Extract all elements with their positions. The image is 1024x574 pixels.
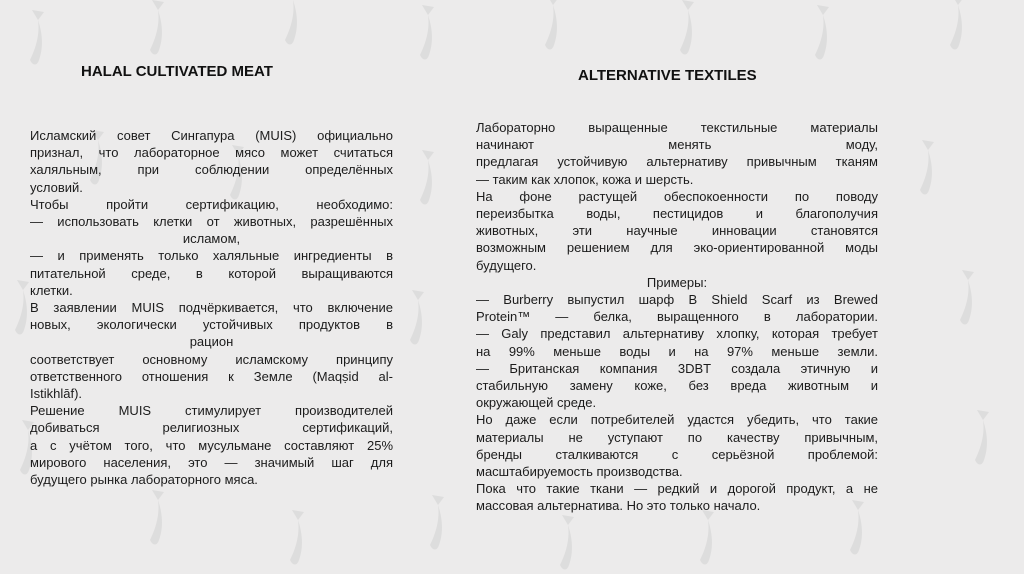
text-line: предлагая устойчивую альтернативу привычным тканям	[476, 154, 878, 170]
text-line: — Британская компания 3DBT создала этичную и	[476, 360, 878, 376]
text-line: материалы не уступают по качеству привычным,	[476, 429, 878, 445]
column-halal-cultivated-meat	[30, 127, 393, 488]
text-line: — использовать клетки от животных, разрешённых	[30, 214, 393, 230]
text-line: На фоне растущей обеспокоенности по поводу	[476, 188, 878, 204]
text-line: Но даже если потребителей удастся убедить, что такие	[476, 412, 878, 428]
text-line: массовая альтернатива. Но это только начало.	[476, 498, 761, 514]
text-line: — Burberry выпустил шарф B Shield Scarf из Brewed	[476, 292, 878, 308]
text-line: — Galy представил альтернативу хлопку, которая требует	[476, 326, 878, 342]
text-line: стабильную замену коже, без вреда животным и	[476, 378, 878, 394]
text-line: В заявлении MUIS подчёркивается, что включение	[30, 300, 393, 316]
text-line: Чтобы пройти сертификацию, необходимо:	[30, 196, 393, 212]
text-line: питательной среде, в которой выращиваются	[30, 265, 393, 281]
text-line: условий.	[30, 179, 83, 195]
text-line: клетки.	[30, 282, 73, 298]
text-line: переизбытка воды, пестицидов и благополучия	[476, 206, 878, 222]
text-line: новых, экологически устойчивых продуктов в	[30, 317, 393, 333]
text-line: признал, что лабораторное мясо может считаться	[30, 145, 393, 161]
text-line: а с учётом того, что мусульмане составляют 25%	[30, 437, 393, 453]
text-line: Пока что такие ткани — редкий и дорогой продукт, а не	[476, 481, 878, 497]
text-line: окружающей среде.	[476, 395, 597, 411]
text-line: мирового населения, это — значимый шаг для	[30, 454, 393, 470]
text-line: Исламский совет Сингапура (MUIS) официально	[30, 128, 393, 143]
text-line: халяльным, при соблюдении определённых	[30, 162, 393, 178]
text-line: возможным решением для эко-ориентированной моды	[476, 240, 878, 256]
text-line: соответствует основному исламскому принципу	[30, 351, 393, 367]
text-line: исламом,	[182, 231, 241, 247]
text-line: добиваться религиозных сертификаций,	[30, 420, 393, 436]
text-line: Istikhlāf).	[30, 386, 83, 402]
text-line: бренды сталкиваются с серьёзной проблемой:	[476, 446, 878, 462]
text-line: будущего рынка лабораторного мяса.	[30, 472, 258, 488]
text-line: Лабораторно выращенные текстильные материалы	[476, 120, 878, 135]
text-line: масштабируемость производства.	[476, 464, 683, 480]
text-line: начинают менять моду,	[476, 137, 878, 153]
title-alternative-textiles: ALTERNATIVE TEXTILES	[578, 67, 757, 84]
examples-heading: Примеры:	[646, 274, 708, 290]
column-alternative-textiles	[476, 119, 878, 515]
text-line: — и применять только халяльные ингредиенты в	[30, 248, 393, 264]
text-line: ответственного отношения к Земле (Maqṣid al-	[30, 368, 393, 384]
text-line: рацион	[189, 334, 234, 350]
text-line: на 99% меньше воды и на 97% меньше земли.	[476, 343, 878, 359]
text-line: животных, эти научные инновации становятся	[476, 223, 878, 239]
text-line: — таким как хлопок, кожа и шерсть.	[476, 171, 694, 187]
text-line: Решение MUIS стимулирует производителей	[30, 403, 393, 419]
text-line: будущего.	[476, 257, 537, 273]
title-halal-cultivated-meat: HALAL CULTIVATED MEAT	[81, 63, 273, 80]
text-line: Protein™ — белка, выращенного в лаборатории.	[476, 309, 878, 325]
